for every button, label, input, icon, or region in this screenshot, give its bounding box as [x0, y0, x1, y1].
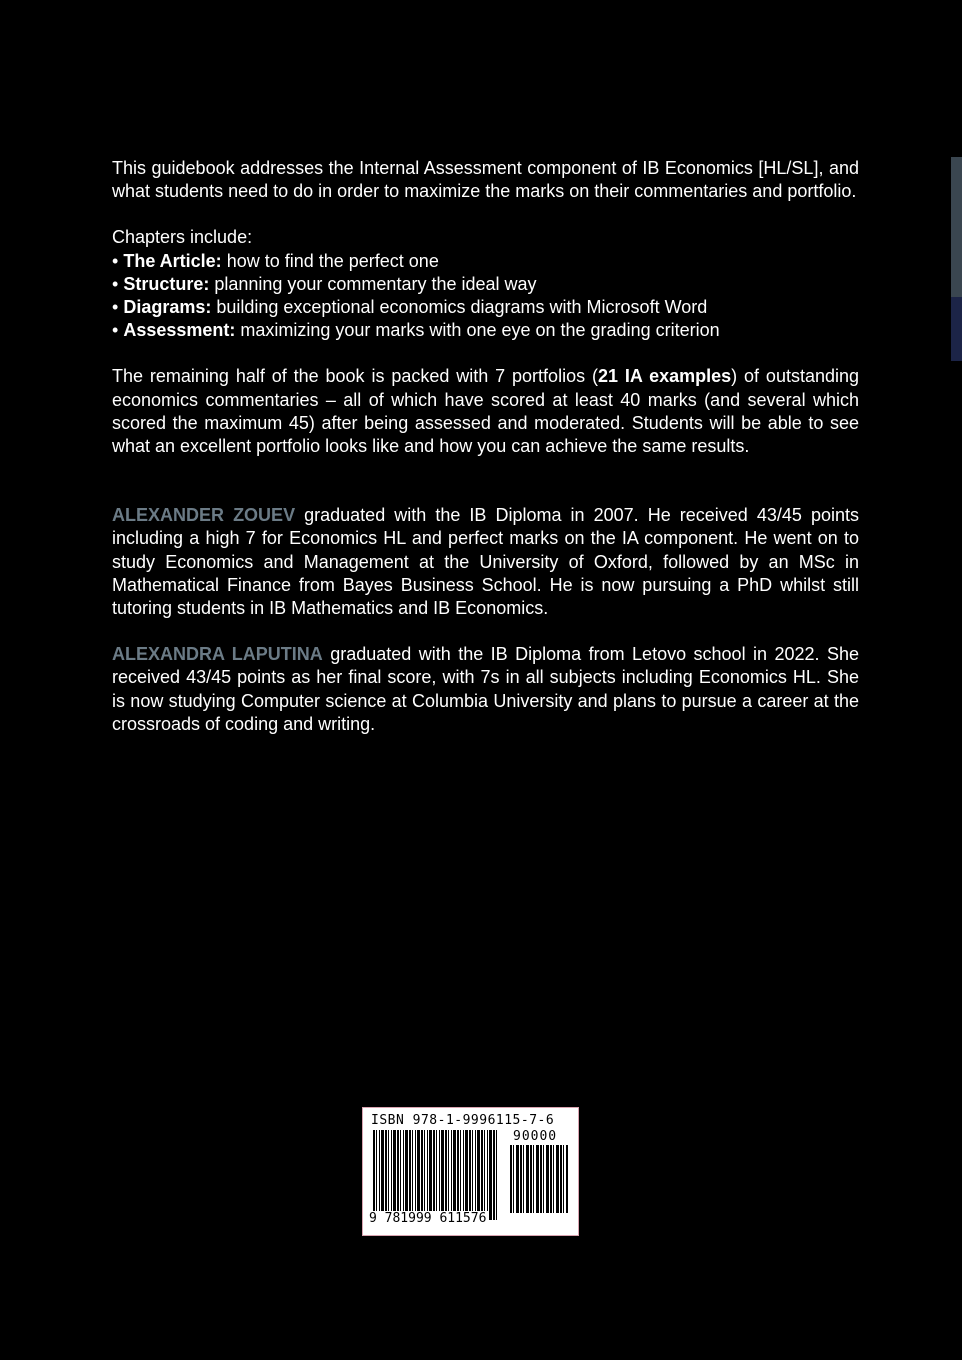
spine-edge-accent	[951, 157, 962, 297]
bullet: •	[112, 320, 119, 341]
barcode-digits: 9 781999 611576	[369, 1211, 487, 1226]
chapter-title: Diagrams:	[123, 297, 212, 318]
bullet: •	[112, 250, 119, 271]
price-code: 90000	[513, 1129, 558, 1144]
isbn-barcode	[363, 1108, 578, 1235]
remaining-text-2: ) of outstanding economics commentaries – all of which have scored at least 40 marks (and several which scored the maximum 45) after being assessed and moderated. Students will be able to see what an excellent portfolio looks like and how you can achieve the same results.	[112, 366, 860, 457]
chapters-section	[112, 226, 859, 342]
bullet: •	[112, 297, 119, 318]
author-bio	[112, 643, 859, 736]
remaining-paragraph	[112, 365, 859, 458]
chapter-text: maximizing your marks with one eye on the grading criterion	[235, 320, 720, 341]
barcode-icon	[373, 1130, 499, 1220]
author-name: ALEXANDRA LAPUTINA	[112, 644, 323, 665]
chapter-title: Structure:	[123, 273, 210, 294]
back-cover-text	[112, 157, 859, 736]
chapter-title: The Article:	[123, 250, 222, 271]
chapter-text: planning your commentary the ideal way	[209, 273, 537, 294]
chapter-item	[112, 273, 859, 296]
intro-paragraph: This guidebook addresses the Internal Assessment component of IB Economics [HL/SL], and what students need to do in order to maximize the marks on their commentaries and portfolio.	[112, 158, 859, 202]
spine-edge-accent	[951, 297, 962, 361]
remaining-text-1: The remaining half of the book is packed with 7 portfolios (	[112, 366, 598, 387]
remaining-highlight: 21 IA examples	[597, 366, 732, 387]
isbn-label: ISBN 978-1-9996115-7-6	[371, 1113, 555, 1128]
author-name: ALEXANDER ZOUEV	[112, 505, 296, 526]
barcode-addon-icon	[510, 1145, 568, 1213]
chapter-list	[112, 250, 859, 343]
author-bio-text: graduated with the IB Diploma from Letovo school in 2022. She received 43/45 points as her final score, with 7s in all subjects including Economics HL. She is now studying Computer science at Columbia University and plans to pursue a career at the crossroads of coding and writing.	[112, 644, 859, 734]
chapter-text: how to find the perfect one	[221, 250, 439, 271]
chapter-item	[112, 250, 859, 273]
chapter-item	[112, 296, 859, 319]
author-bio-text: graduated with the IB Diploma in 2007. He received 43/45 points including a high 7 for Economics HL and perfect marks on the IA component. He went on to study Economics and Management at the University of Oxford, followed by an MSc in Mathematical Finance from Bayes Business School. He is now pursuing a PhD whilst still tutoring students in IB Mathematics and IB Economics.	[112, 505, 859, 619]
chapter-item	[112, 319, 859, 342]
chapter-title: Assessment:	[123, 320, 236, 341]
author-bio	[112, 504, 859, 620]
bullet: •	[112, 273, 119, 294]
chapter-text: building exceptional economics diagrams with Microsoft Word	[211, 297, 708, 318]
chapters-intro: Chapters include:	[112, 227, 253, 248]
